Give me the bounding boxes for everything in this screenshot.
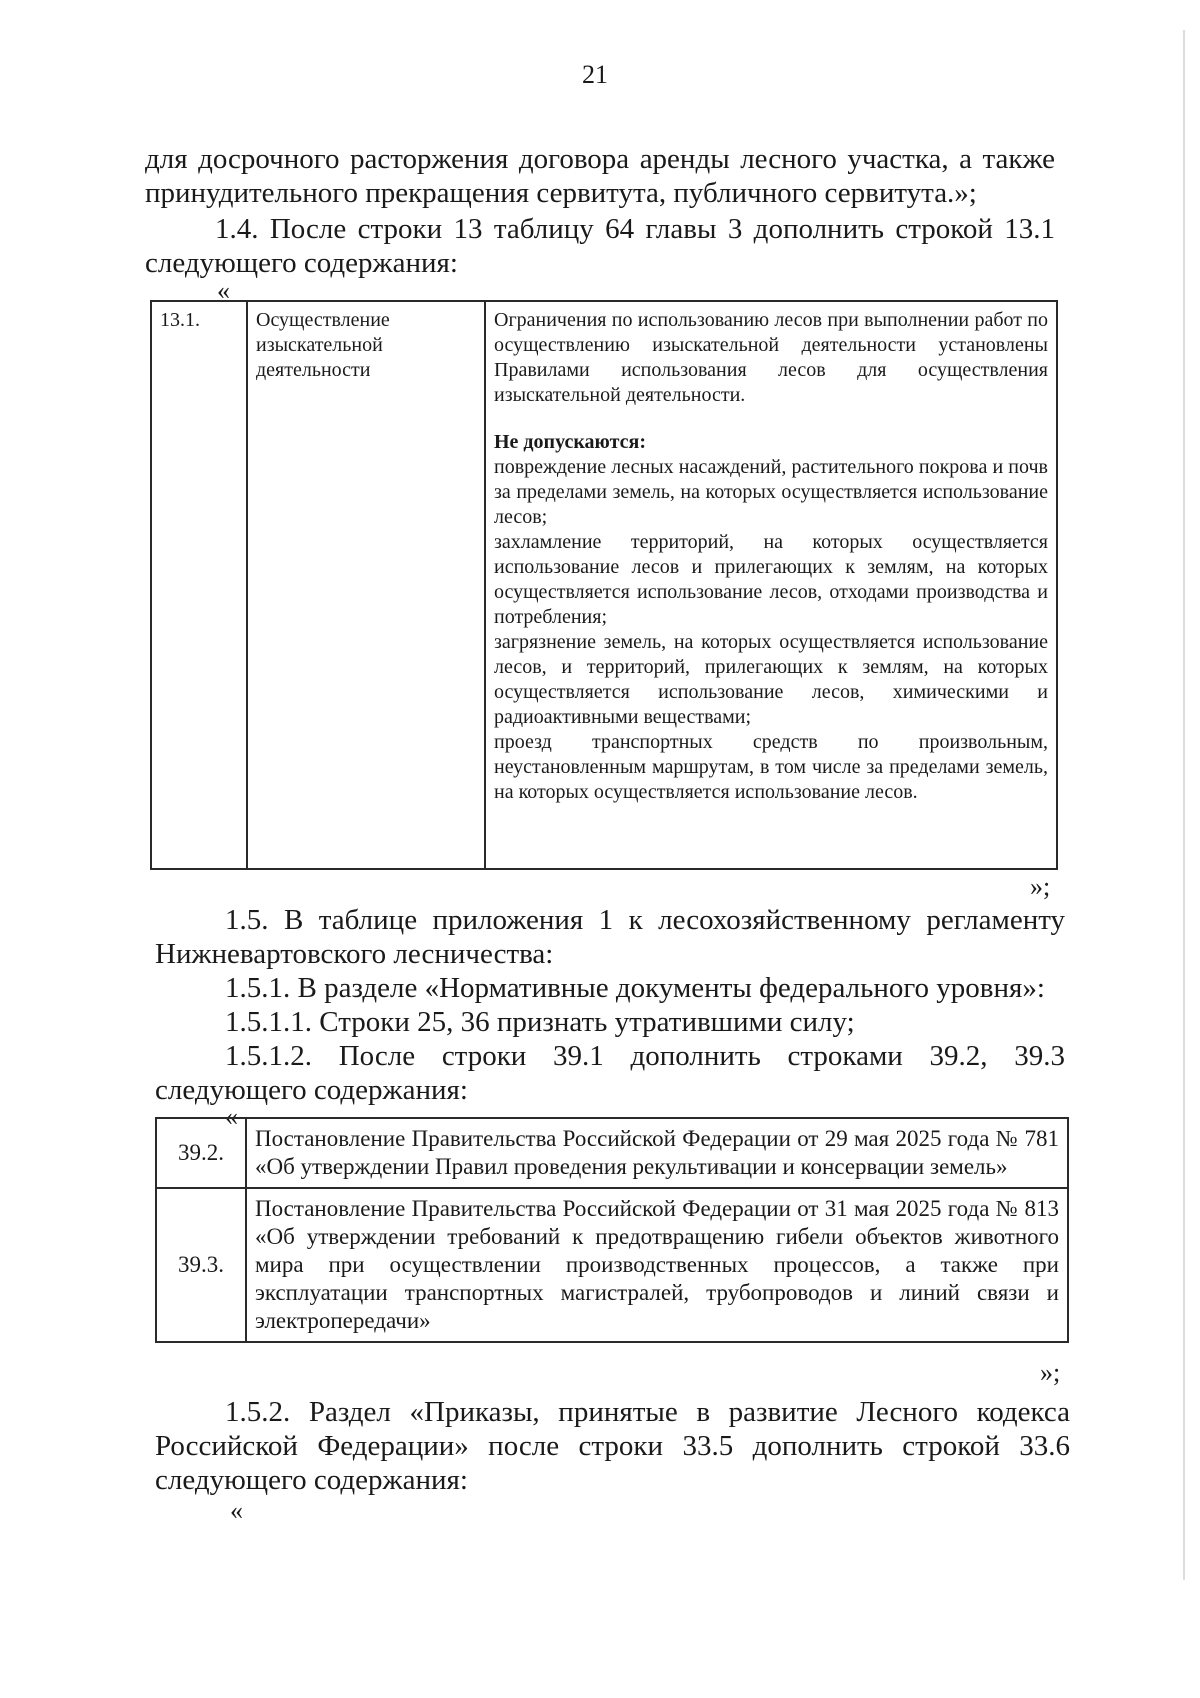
table-forest-use bbox=[150, 300, 1058, 870]
paragraph-1-5-line-1: 1.5. В таблице приложения 1 к лесохозяйственному регламенту bbox=[225, 904, 1065, 936]
table-row bbox=[156, 1118, 1068, 1188]
closing-quote-1: »; bbox=[1030, 872, 1051, 901]
page-number: 21 bbox=[582, 60, 608, 89]
paragraph-1-4-line-2: следующего содержания: bbox=[145, 247, 458, 279]
paragraph-1-5-1-1: 1.5.1.1. Строки 25, 36 признать утратившими силу; bbox=[225, 1006, 855, 1038]
table-normative-documents bbox=[155, 1117, 1069, 1343]
opening-quote-2: « bbox=[225, 1102, 238, 1131]
prohibited-item: проезд транспортных средств по произвольным, неустановленным маршрутам, в том числе за пределами земель, на которых осуществляется использование лесов. bbox=[494, 731, 1048, 803]
paragraph-1-4-line-1: 1.4. После строки 13 таблицу 64 главы 3 дополнить строкой 13.1 bbox=[215, 213, 1055, 245]
table-row bbox=[156, 1188, 1068, 1342]
row-number: 39.3. bbox=[156, 1188, 246, 1342]
document-text: Постановление Правительства Российской Федерации от 31 мая 2025 года № 813 «Об утверждении требований к предотвращению гибели объектов животного мира при осуществлении производственных процессов, а также при эксплуатации транспортных магистралей, трубопроводов и линий связи и электропередачи» bbox=[246, 1188, 1068, 1342]
restrictions-cell bbox=[485, 301, 1057, 869]
paragraph-1-5-2-line-2: Российской Федерации» после строки 33.5 дополнить строкой 33.6 bbox=[155, 1430, 1070, 1462]
prohibited-item: повреждение лесных насаждений, растительного покрова и почв за пределами земель, на которых осуществляется использование лесов; bbox=[494, 456, 1048, 528]
paragraph-1-5-2-line-3: следующего содержания: bbox=[155, 1464, 468, 1496]
row-number: 13.1. bbox=[151, 301, 247, 869]
prohibited-heading: Не допускаются: bbox=[494, 431, 647, 453]
restrictions-text: Ограничения по использованию лесов при выполнении работ по осуществлению изыскательной деятельности установлены Правилами использования лесов для осуществления изыскательной деятельности. bbox=[494, 309, 1048, 406]
row-number: 39.2. bbox=[156, 1118, 246, 1188]
prohibited-item: загрязнение земель, на которых осуществляется использование лесов, и территорий, прилегающих к землям, на которых осуществляется использование лесов, химическими и радиоактивными веществами; bbox=[494, 631, 1048, 728]
opening-quote-1: « bbox=[217, 276, 230, 305]
table-row bbox=[151, 301, 1057, 869]
document-text: Постановление Правительства Российской Федерации от 29 мая 2025 года № 781 «Об утверждении Правил проведения рекультивации и консервации земель» bbox=[246, 1118, 1068, 1188]
intro-line-1: для досрочного расторжения договора аренды лесного участка, а также bbox=[145, 143, 1055, 175]
paragraph-1-5-1: 1.5.1. В разделе «Нормативные документы федерального уровня»: bbox=[225, 972, 1045, 1004]
closing-quote-2: »; bbox=[1040, 1358, 1061, 1387]
paragraph-1-5-2-line-1: 1.5.2. Раздел «Приказы, принятые в развитие Лесного кодекса bbox=[225, 1396, 1070, 1428]
paragraph-1-5-1-2-line-2: следующего содержания: bbox=[155, 1074, 468, 1106]
scan-edge-line bbox=[1183, 30, 1185, 1580]
intro-line-2: принудительного прекращения сервитута, публичного сервитута.»; bbox=[145, 177, 977, 209]
opening-quote-3: « bbox=[230, 1496, 243, 1525]
prohibited-item: захламление территорий, на которых осуществляется использование лесов и прилегающих к землям, на которых осуществляется использование лесов, отходами производства и потребления; bbox=[494, 531, 1048, 628]
paragraph-1-5-line-2: Нижневартовского лесничества: bbox=[155, 938, 554, 970]
paragraph-1-5-1-2-line-1: 1.5.1.2. После строки 39.1 дополнить строками 39.2, 39.3 bbox=[225, 1040, 1065, 1072]
activity-name: Осуществление изыскательной деятельности bbox=[247, 301, 485, 869]
